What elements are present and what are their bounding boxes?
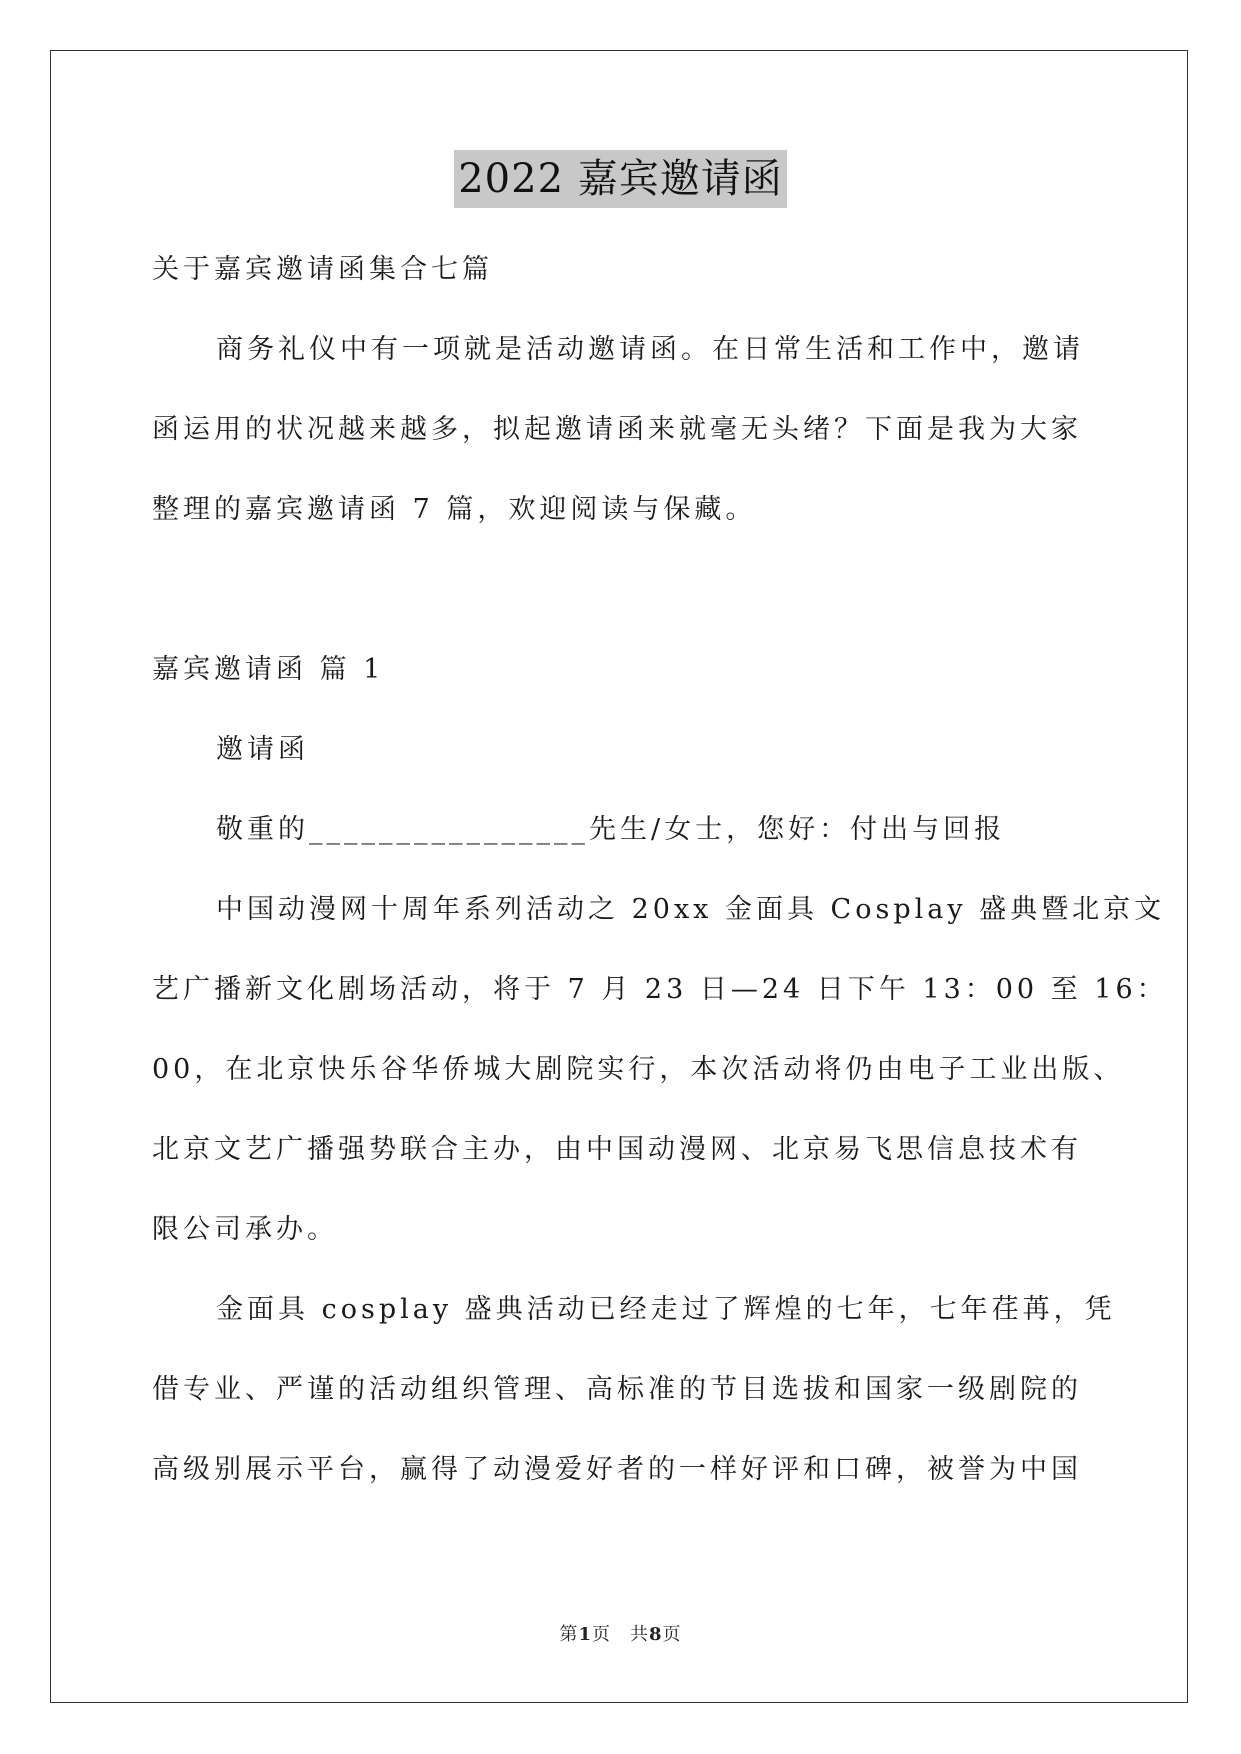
paragraph-line: 借专业、严谨的活动组织管理、高标准的节目选拔和国家一级剧院的	[152, 1374, 1082, 1405]
section-heading: 嘉宾邀请函 篇 1	[152, 654, 385, 685]
paragraph-line: 限公司承办。	[152, 1214, 338, 1245]
paragraph-line: 00，在北京快乐谷华侨城大剧院实行，本次活动将仍由电子工业出版、	[152, 1054, 1125, 1085]
paragraph-line: 整理的嘉宾邀请函 7 篇，欢迎阅读与保藏。	[152, 494, 757, 525]
paragraph-line: 中国动漫网十周年系列活动之 20xx 金面具 Cosplay 盛典暨北京文	[216, 894, 1166, 925]
paragraph-line: 商务礼仪中有一项就是活动邀请函。在日常生活和工作中，邀请	[216, 334, 1084, 365]
footer-prefix: 第	[559, 1624, 579, 1645]
salutation-line: 敬重的________________先生/女士，您好：付出与回报	[216, 814, 1006, 845]
letter-title: 邀请函	[216, 734, 309, 765]
page-footer	[0, 1620, 1241, 1646]
title-container	[0, 150, 1241, 208]
footer-suffix: 页	[662, 1624, 682, 1645]
paragraph-line: 北京文艺广播强势联合主办，由中国动漫网、北京易飞思信息技术有	[152, 1134, 1082, 1165]
document-body	[152, 230, 1168, 1510]
paragraph-line: 函运用的状况越来越多，拟起邀请函来就毫无头绪？下面是我为大家	[152, 414, 1082, 445]
intro-heading: 关于嘉宾邀请函集合七篇	[152, 254, 493, 285]
footer-mid: 页 共	[592, 1624, 649, 1645]
document-title: 2022 嘉宾邀请函	[454, 150, 787, 208]
current-page-number: 1	[578, 1624, 592, 1645]
paragraph-line: 金面具 cosplay 盛典活动已经走过了辉煌的七年，七年荏苒，凭	[216, 1294, 1116, 1325]
total-page-number: 8	[649, 1624, 663, 1645]
blank-line	[152, 550, 1092, 630]
paragraph-line: 高级别展示平台，赢得了动漫爱好者的一样好评和口碑，被誉为中国	[152, 1454, 1082, 1485]
paragraph-line: 艺广播新文化剧场活动，将于 7 月 23 日—24 日下午 13：00 至 16：	[152, 974, 1168, 1005]
